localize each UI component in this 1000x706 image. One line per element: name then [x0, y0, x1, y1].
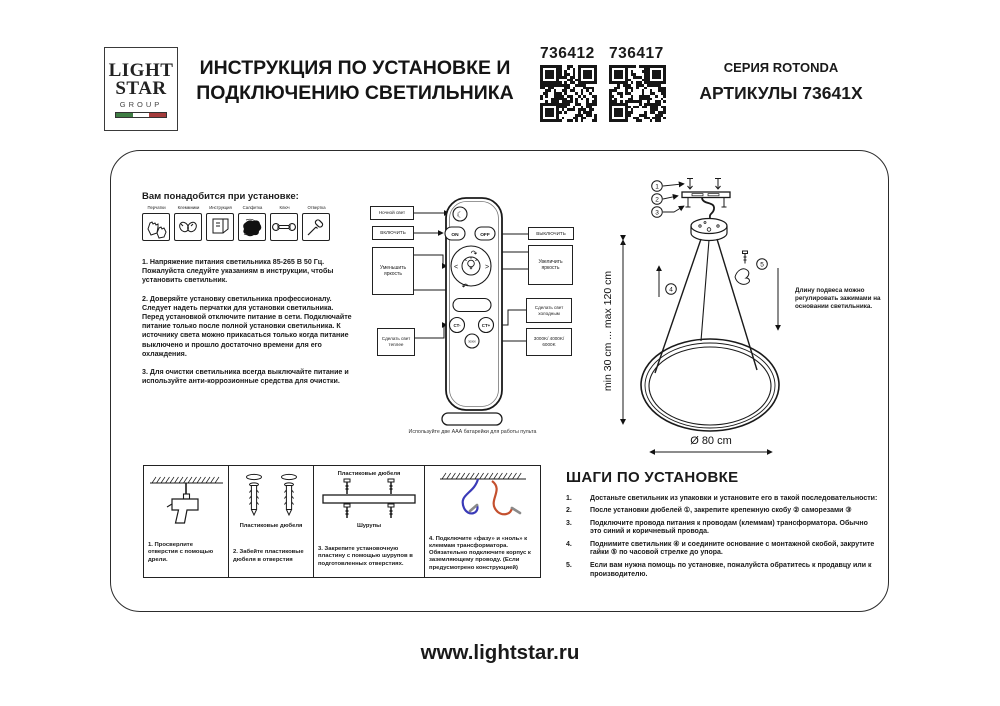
svg-text:3000K: 3000K: [468, 340, 476, 344]
wires-icon: [428, 470, 538, 526]
tools-row: [142, 205, 334, 241]
wrench-icon: [270, 213, 298, 241]
svg-text:CT-: CT-: [453, 323, 461, 328]
panel-caption: 4. Подключите «фазу» и «ноль» к клеммам трансформатора. Обязательно подключите корпус к заземляющему проводу. (Если предусмотрено конструкцией): [429, 535, 531, 571]
supply-wire: [702, 198, 714, 218]
diameter-dimension: [650, 435, 772, 452]
screwdriver-icon: [302, 213, 330, 241]
website-url: www.lightstar.ru: [420, 641, 580, 664]
rotate-ccw-arrow-icon: ↶: [461, 282, 469, 291]
tool-label: Салфетка: [242, 205, 263, 210]
install-step-4: 4. Поднимите светильник ④ и соедините основание с монтажной скобой, закрутите гайки ⑤ по часовой стрелке до упора.: [566, 540, 875, 557]
qr-block-736412: [540, 45, 598, 122]
diameter-label: Ø 80 cm: [690, 435, 732, 447]
svg-text:5: 5: [760, 261, 764, 269]
install-steps-section: [566, 469, 880, 583]
callout-warmer-light: Сделать свет теплее: [377, 328, 415, 356]
callout-turn-on: ВКЛЮЧИТЬ: [372, 226, 414, 240]
color-temp-mode-button[interactable]: [465, 334, 479, 348]
mounting-screws: [687, 178, 721, 189]
ct-minus-button[interactable]: [450, 318, 465, 333]
warning-2: 2. Доверяйте установку светильника профессионалу. Следует надеть перчатки для установки светильника. Перед установкой отключите питание в сети. Подключайте питание только после полной установки светильника. К источнику света можно прикасаться только когда питание выключено и прошло достаточно времени для его охлаждения.: [142, 294, 352, 358]
blank-button[interactable]: [453, 299, 491, 312]
page-title: [180, 56, 530, 105]
qr-code-icon: [609, 65, 666, 122]
tool-screwdriver: [302, 205, 331, 241]
svg-text:3: 3: [655, 209, 659, 217]
svg-text:1: 1: [655, 183, 659, 191]
series-name: СЕРИЯ ROTONDA: [723, 60, 839, 75]
moon-icon: ☾: [456, 210, 464, 220]
svg-text:CT+: CT+: [481, 323, 491, 328]
qr-label: 736417: [609, 45, 664, 62]
panel-caption: 3. Закрепите установочную пластину с помощью шурупов в подготовленных отверстиях.: [318, 546, 413, 567]
mounting-bracket: [682, 192, 730, 198]
tool-manual: [206, 205, 235, 241]
callout-color-temperatures: 3000K/ 4000K/ 6000K: [526, 328, 572, 356]
qr-code-icon: [540, 65, 597, 122]
tool-wire-connectors: [174, 205, 203, 241]
tool-label: Ключ: [279, 205, 290, 210]
page-title-line2: ПОДКЛЮЧЕНИЮ СВЕТИЛЬНИКА: [196, 81, 514, 104]
rotate-cw-arrow-icon: ↷: [470, 249, 478, 258]
article-numbers: АРТИКУЛЫ 73641X: [699, 83, 863, 103]
svg-text:ON: ON: [451, 233, 459, 238]
svg-text:2: 2: [655, 196, 659, 204]
gloves-icon: [142, 213, 170, 241]
install-step-1: 1. Достаньте светильник из упаковки и установите его в такой последовательности:: [566, 495, 878, 502]
part-callouts: [652, 181, 684, 218]
svg-text:OFF: OFF: [480, 233, 490, 238]
series-block: [661, 60, 901, 104]
dowels-label: Пластиковые дюбеля: [239, 523, 303, 529]
led-ring: [641, 339, 779, 431]
ct-plus-button[interactable]: [479, 318, 494, 333]
mounting-plate-icon: [317, 478, 421, 522]
warning-3: 3. Для очистки светильника всегда выключайте питание и используйте анти-коррозионные средства для очистки.: [142, 368, 349, 386]
panel-wiring: [425, 466, 540, 577]
lift-arrow: [659, 266, 676, 297]
battery-lid: [442, 413, 502, 425]
installation-panels: [143, 465, 541, 578]
tool-label: Отвертка: [307, 205, 326, 210]
right-arrow-icon: >: [484, 263, 490, 271]
lightstar-logo: [104, 47, 178, 131]
drill-icon: [144, 470, 229, 538]
callout-turn-off: ВЫКЛЮЧИТЬ: [528, 227, 574, 240]
callout-night-light: Ночной свет: [370, 206, 414, 220]
dowels-icon: [229, 470, 314, 522]
install-step-2: 2. После установки дюбелей ①, закрепите крепежную скобу ② саморезами ③: [566, 507, 852, 515]
tool-label: Клеммники: [177, 205, 200, 210]
callout-increase-brightness: Увеличить яркость: [528, 245, 573, 285]
left-arrow-icon: <: [453, 263, 459, 271]
install-step-3: 3. Подключите провода питания к проводам (клеммам) трансформатора. Обычно это синий и коричневый провода.: [566, 519, 868, 536]
off-button[interactable]: [475, 227, 495, 240]
qr-label: 736412: [540, 45, 595, 62]
adjust-length-note: Длину подвеса можно регулировать зажимами на основании светильника.: [795, 287, 881, 310]
tool-wipe: [238, 205, 267, 241]
warning-1: 1. Напряжение питания светильника 85-265 В 50 Гц. Пожалуйста следуйте указаниям в инструкции, чтобы установить светильник.: [142, 258, 334, 285]
install-steps-heading: ШАГИ ПО УСТАНОВКЕ: [566, 469, 739, 486]
tool-label: Инструкция: [209, 205, 232, 210]
install-step-5: 5. Если вам нужна помощь по установке, пожалуйста обратитесь к продавцу или к производителю.: [566, 561, 872, 578]
height-label: min 30 cm ... max 120 cm: [602, 270, 614, 392]
panel-dowels: [229, 466, 314, 577]
qr-block-736417: [609, 45, 667, 122]
panel-caption: 2. Забейте пластиковые дюбеля в отверстия: [233, 549, 304, 563]
tool-gloves: [142, 205, 171, 241]
logo-word-group: GROUP: [119, 100, 163, 109]
svg-text:4: 4: [669, 286, 673, 294]
hand-with-screw: [735, 251, 767, 284]
logo-word-light: LIGHT: [108, 60, 174, 81]
wipe-icon: [238, 213, 266, 241]
italian-flag-stripe: [115, 112, 167, 118]
manual-icon: [206, 213, 234, 241]
on-button[interactable]: [445, 227, 465, 240]
page-title-line1: ИНСТРУКЦИЯ ПО УСТАНОВКЕ И: [199, 57, 511, 79]
safety-warnings: [142, 258, 352, 395]
logo-word-star: STAR: [115, 77, 167, 99]
battery-note: Используйте две ААА батарейки для работы пульта: [408, 429, 537, 435]
callout-colder-light: Сделать свет холодным: [526, 298, 572, 323]
panel-drill: [144, 466, 229, 577]
ceiling-canopy: [691, 219, 727, 241]
screws-label: Шурупы: [356, 523, 382, 529]
tools-heading: Вам понадобится при установке:: [142, 191, 299, 202]
height-dimension: [602, 240, 623, 424]
callout-decrease-brightness: Уменьшить яркость: [372, 247, 414, 295]
wire-connectors-icon: [174, 213, 202, 241]
dowels-label: Пластиковые дюбеля: [337, 471, 401, 477]
panel-mounting-plate: [314, 466, 425, 577]
night-light-button[interactable]: [453, 207, 467, 221]
tool-label: Перчатки: [147, 205, 166, 210]
panel-caption: 1. Просверлите отверстия с помощью дрели.: [148, 542, 214, 563]
tool-wrench: [270, 205, 299, 241]
